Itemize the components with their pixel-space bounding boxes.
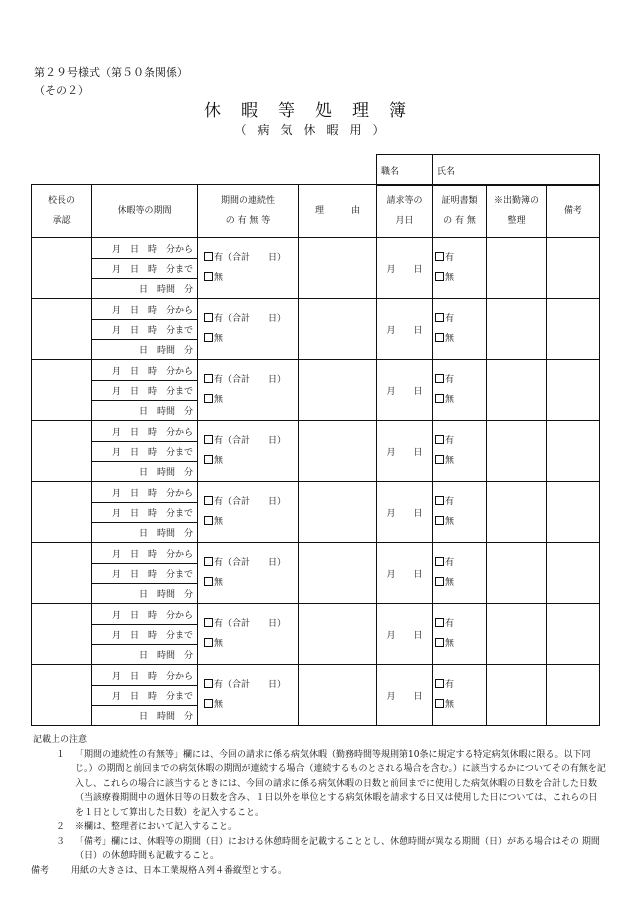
continuity-no[interactable] (204, 695, 298, 715)
checkbox-icon[interactable] (204, 618, 213, 627)
continuity-cell[interactable] (198, 665, 299, 726)
period-from[interactable]: 月 日 時 分から (92, 543, 198, 564)
remarks-cell[interactable] (547, 238, 600, 299)
form-code: 第２９号様式（第５０条関係） (34, 66, 188, 79)
period-total[interactable]: 日 時間 分 (92, 462, 198, 482)
request-date-cell[interactable]: 月 日 (377, 421, 433, 482)
checkbox-icon[interactable] (435, 577, 444, 586)
checkbox-icon[interactable] (204, 313, 213, 322)
name-label[interactable]: 氏名 (433, 155, 600, 186)
reason-cell[interactable] (299, 543, 377, 604)
cert-yes-label: 有 (445, 558, 455, 568)
attendance-cell[interactable] (487, 665, 547, 726)
checkbox-icon[interactable] (204, 638, 213, 647)
request-date-cell[interactable]: 月 日 (377, 238, 433, 299)
remarks-cell[interactable] (547, 360, 600, 421)
record-subrow (32, 360, 600, 381)
period-to[interactable]: 月 日 時 分まで (92, 259, 198, 279)
period-total[interactable]: 日 時間 分 (92, 340, 198, 360)
period-to[interactable]: 月 日 時 分まで (92, 320, 198, 340)
attendance-cell[interactable] (487, 360, 547, 421)
cert-yes[interactable] (435, 370, 486, 390)
record-subrow (32, 604, 600, 625)
checkbox-icon[interactable] (204, 333, 213, 342)
col-principal-approval: 校長の 承認 (32, 185, 92, 238)
continuity-no-label: 無 (214, 395, 224, 405)
reason-cell[interactable] (299, 665, 377, 726)
continuity-cell[interactable] (198, 421, 299, 482)
continuity-cell[interactable] (198, 238, 299, 299)
attendance-cell[interactable] (487, 604, 547, 665)
attendance-cell[interactable] (487, 543, 547, 604)
cert-yes-label: 有 (445, 436, 455, 446)
certificate-cell[interactable] (433, 360, 487, 421)
employee-info-table (376, 154, 600, 186)
checkbox-icon[interactable] (435, 618, 444, 627)
form-part: （その２） (34, 84, 89, 97)
cert-yes-label: 有 (445, 375, 455, 385)
cert-yes-label: 有 (445, 619, 455, 629)
cert-no-label: 無 (445, 639, 455, 649)
request-date-cell[interactable]: 月 日 (377, 360, 433, 421)
table-header-row (32, 185, 600, 238)
period-from[interactable]: 月 日 時 分から (92, 360, 198, 381)
cert-yes[interactable] (435, 492, 486, 512)
continuity-no[interactable] (204, 390, 298, 410)
continuity-yes-label: 有（合計 日） (214, 680, 287, 690)
cert-yes[interactable] (435, 431, 486, 451)
checkbox-icon[interactable] (204, 394, 213, 403)
continuity-no[interactable] (204, 573, 298, 593)
checkbox-icon[interactable] (435, 374, 444, 383)
cert-yes[interactable] (435, 309, 486, 329)
remarks-cell[interactable] (547, 482, 600, 543)
cert-no-label: 無 (445, 578, 455, 588)
period-to[interactable]: 月 日 時 分まで (92, 442, 198, 462)
period-from[interactable]: 月 日 時 分から (92, 604, 198, 625)
continuity-no-label: 無 (214, 639, 224, 649)
continuity-no[interactable] (204, 268, 298, 288)
position-label: 職名 (377, 155, 433, 186)
col-certificate: 証明書類 の 有 無 (433, 185, 487, 238)
cert-no-label: 無 (445, 456, 455, 466)
checkbox-icon[interactable] (204, 435, 213, 444)
note-item (31, 820, 606, 835)
record-subrow (32, 543, 600, 564)
certificate-cell[interactable] (433, 482, 487, 543)
continuity-no-label: 無 (214, 273, 224, 283)
checkbox-icon[interactable] (204, 496, 213, 505)
continuity-no[interactable] (204, 634, 298, 654)
certificate-cell[interactable] (433, 238, 487, 299)
certificate-cell[interactable] (433, 299, 487, 360)
continuity-no-label: 無 (214, 517, 224, 527)
period-total[interactable]: 日 時間 分 (92, 645, 198, 665)
period-to[interactable]: 月 日 時 分まで (92, 686, 198, 706)
request-date-cell[interactable]: 月 日 (377, 299, 433, 360)
continuity-yes[interactable] (204, 492, 298, 512)
cert-yes-label: 有 (445, 314, 455, 324)
checkbox-icon[interactable] (435, 333, 444, 342)
note-number: ３ (55, 836, 65, 847)
checkbox-icon[interactable] (435, 435, 444, 444)
cert-no-label: 無 (445, 395, 455, 405)
continuity-yes[interactable] (204, 309, 298, 329)
attendance-cell[interactable] (487, 299, 547, 360)
attendance-cell[interactable] (487, 238, 547, 299)
col-request-date: 請求等の 月日 (377, 185, 433, 238)
record-subrow (32, 665, 600, 686)
checkbox-icon[interactable] (204, 557, 213, 566)
notes-section (31, 733, 606, 878)
period-from[interactable]: 月 日 時 分から (92, 665, 198, 686)
col-remarks: 備考 (547, 185, 600, 238)
page-subtitle: （病気休暇用） (234, 123, 396, 137)
continuity-yes-label: 有（合計 日） (214, 253, 287, 263)
continuity-yes[interactable] (204, 248, 298, 268)
remarks-cell[interactable] (547, 604, 600, 665)
cert-no[interactable] (435, 329, 486, 349)
principal-approval-cell[interactable] (32, 299, 92, 360)
request-date-cell[interactable]: 月 日 (377, 665, 433, 726)
biko-note (31, 864, 606, 879)
reason-cell[interactable] (299, 299, 377, 360)
cert-yes[interactable] (435, 553, 486, 573)
continuity-no[interactable] (204, 329, 298, 349)
continuity-yes-label: 有（合計 日） (214, 619, 287, 629)
certificate-cell[interactable] (433, 604, 487, 665)
cert-no[interactable] (435, 268, 486, 288)
cert-yes-label: 有 (445, 253, 455, 263)
note-text: 「備考」欄には、休暇等の期間（日）における休憩時間を記載することとし、休憩時間が異なる期間（日）がある場合はその 期間（日）の休憩時間も記載すること。 (75, 836, 600, 861)
checkbox-icon[interactable] (435, 516, 444, 525)
col-leave-period: 休暇等の期間 (92, 185, 198, 238)
checkbox-icon[interactable] (204, 577, 213, 586)
cert-no-label: 無 (445, 273, 455, 283)
record-subrow (32, 482, 600, 503)
continuity-no-label: 無 (214, 700, 224, 710)
cert-no-label: 無 (445, 334, 455, 344)
remarks-cell[interactable] (547, 299, 600, 360)
principal-approval-cell[interactable] (32, 421, 92, 482)
continuity-yes[interactable] (204, 553, 298, 573)
request-date-cell[interactable]: 月 日 (377, 604, 433, 665)
period-total[interactable]: 日 時間 分 (92, 401, 198, 421)
checkbox-icon[interactable] (204, 679, 213, 688)
cert-yes[interactable] (435, 614, 486, 634)
continuity-no-label: 無 (214, 334, 224, 344)
principal-approval-cell[interactable] (32, 238, 92, 299)
continuity-cell[interactable] (198, 360, 299, 421)
cert-no-label: 無 (445, 700, 455, 710)
checkbox-icon[interactable] (435, 638, 444, 647)
certificate-cell[interactable] (433, 421, 487, 482)
cert-no[interactable] (435, 451, 486, 471)
biko-label: 備考 (31, 865, 50, 876)
checkbox-icon[interactable] (435, 272, 444, 281)
col-reason: 理 由 (299, 185, 377, 238)
principal-approval-cell[interactable] (32, 482, 92, 543)
cert-yes-label: 有 (445, 497, 455, 507)
note-number: １ (55, 749, 65, 760)
cert-no-label: 無 (445, 517, 455, 527)
note-text: 「期間の連続性の有無等」欄には、今回の請求に係る病気休暇（勤務時間等規則第10条に規定する特定病気休暇に限る。以下同じ。）の期間と前回までの病気休暇の期間が連続する場合（連続するものとされる場合を含む。）に該当するかについてその有無を記入し、これらの場合に該当するときには、今回の請求に係る病気休暇の日数と前回までに使用した病気休暇の日数を合計した日数（当該療養期間中の週休日等の日数を含み、１日以外を単位とする病気休暇を請求する日又は使用した日については、これらの日を１日として算出した日数）を記入すること。 (75, 749, 606, 818)
period-total[interactable]: 日 時間 分 (92, 523, 198, 543)
period-total[interactable]: 日 時間 分 (92, 706, 198, 726)
continuity-no[interactable] (204, 512, 298, 532)
record-subrow (32, 238, 600, 259)
continuity-yes-label: 有（合計 日） (214, 375, 287, 385)
attendance-cell[interactable] (487, 421, 547, 482)
period-total[interactable]: 日 時間 分 (92, 279, 198, 299)
period-to[interactable]: 月 日 時 分まで (92, 625, 198, 645)
reason-cell[interactable] (299, 482, 377, 543)
reason-cell[interactable] (299, 421, 377, 482)
cert-no[interactable] (435, 634, 486, 654)
note-item (31, 748, 606, 821)
principal-approval-cell[interactable] (32, 543, 92, 604)
continuity-yes[interactable] (204, 614, 298, 634)
checkbox-icon[interactable] (204, 252, 213, 261)
biko-text: 用紙の大きさは、日本工業規格Ａ列４番縦型とする。 (71, 865, 288, 876)
period-to[interactable]: 月 日 時 分まで (92, 503, 198, 523)
period-from[interactable]: 月 日 時 分から (92, 421, 198, 442)
cert-yes-label: 有 (445, 680, 455, 690)
note-item (31, 835, 606, 864)
cert-yes[interactable] (435, 248, 486, 268)
checkbox-icon[interactable] (435, 679, 444, 688)
request-date-cell[interactable]: 月 日 (377, 482, 433, 543)
continuity-yes-label: 有（合計 日） (214, 436, 287, 446)
checkbox-icon[interactable] (435, 496, 444, 505)
continuity-cell[interactable] (198, 604, 299, 665)
checkbox-icon[interactable] (204, 516, 213, 525)
cert-no[interactable] (435, 695, 486, 715)
checkbox-icon[interactable] (204, 272, 213, 281)
period-total[interactable]: 日 時間 分 (92, 584, 198, 604)
col-continuity: 期間の連続性 の 有 無 等 (198, 185, 299, 238)
period-to[interactable]: 月 日 時 分まで (92, 381, 198, 401)
continuity-no-label: 無 (214, 456, 224, 466)
checkbox-icon[interactable] (204, 699, 213, 708)
period-to[interactable]: 月 日 時 分まで (92, 564, 198, 584)
checkbox-icon[interactable] (204, 455, 213, 464)
continuity-yes[interactable] (204, 675, 298, 695)
certificate-cell[interactable] (433, 665, 487, 726)
principal-approval-cell[interactable] (32, 604, 92, 665)
checkbox-icon[interactable] (435, 394, 444, 403)
page-title: 休暇等処理簿 (204, 101, 426, 121)
principal-approval-cell[interactable] (32, 360, 92, 421)
note-number: ２ (55, 822, 65, 832)
reason-cell[interactable] (299, 360, 377, 421)
cert-no[interactable] (435, 512, 486, 532)
note-text: ※欄は、整理者において記入すること。 (75, 822, 238, 832)
checkbox-icon[interactable] (435, 313, 444, 322)
leave-records-table (31, 184, 600, 726)
reason-cell[interactable] (299, 604, 377, 665)
continuity-no-label: 無 (214, 578, 224, 588)
checkbox-icon[interactable] (435, 252, 444, 261)
continuity-yes-label: 有（合計 日） (214, 314, 287, 324)
continuity-yes[interactable] (204, 370, 298, 390)
period-from[interactable]: 月 日 時 分から (92, 299, 198, 320)
continuity-no[interactable] (204, 451, 298, 471)
continuity-yes[interactable] (204, 431, 298, 451)
checkbox-icon[interactable] (204, 374, 213, 383)
record-subrow (32, 421, 600, 442)
continuity-cell[interactable] (198, 543, 299, 604)
remarks-cell[interactable] (547, 543, 600, 604)
continuity-cell[interactable] (198, 299, 299, 360)
checkbox-icon[interactable] (435, 557, 444, 566)
period-from[interactable]: 月 日 時 分から (92, 238, 198, 259)
notes-heading: 記載上の注意 (33, 735, 88, 745)
checkbox-icon[interactable] (435, 455, 444, 464)
certificate-cell[interactable] (433, 543, 487, 604)
remarks-cell[interactable] (547, 665, 600, 726)
continuity-cell[interactable] (198, 482, 299, 543)
checkbox-icon[interactable] (435, 699, 444, 708)
continuity-yes-label: 有（合計 日） (214, 558, 287, 568)
cert-no[interactable] (435, 390, 486, 410)
cert-no[interactable] (435, 573, 486, 593)
record-subrow (32, 299, 600, 320)
principal-approval-cell[interactable] (32, 665, 92, 726)
remarks-cell[interactable] (547, 421, 600, 482)
period-from[interactable]: 月 日 時 分から (92, 482, 198, 503)
reason-cell[interactable] (299, 238, 377, 299)
attendance-cell[interactable] (487, 482, 547, 543)
col-attendance: ※出勤簿の 整理 (487, 185, 547, 238)
request-date-cell[interactable]: 月 日 (377, 543, 433, 604)
cert-yes[interactable] (435, 675, 486, 695)
continuity-yes-label: 有（合計 日） (214, 497, 287, 507)
